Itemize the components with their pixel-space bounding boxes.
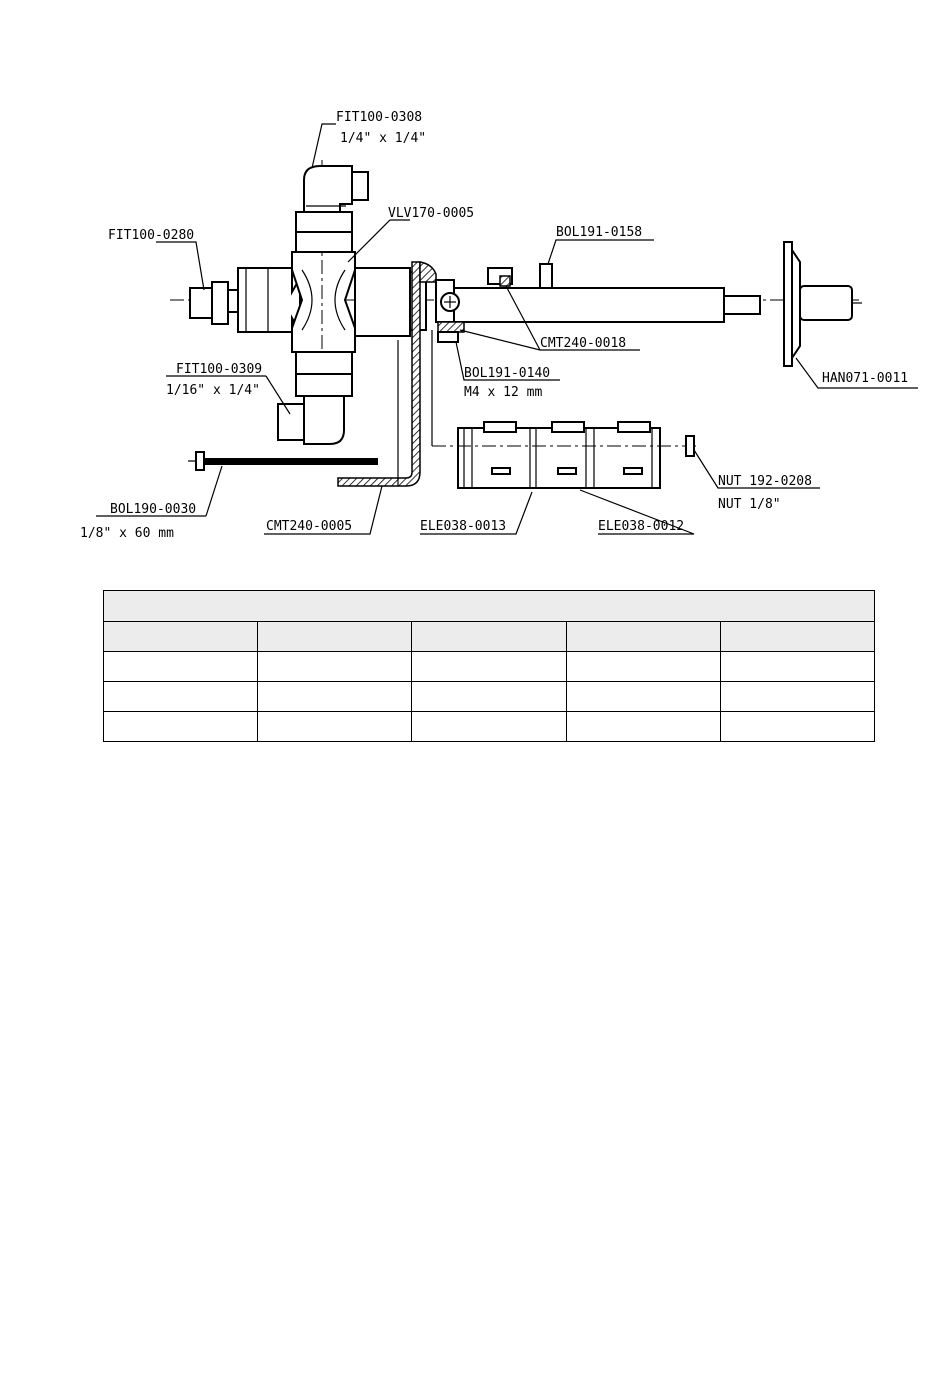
rod-bol190-0030 — [188, 452, 378, 470]
table-cell — [104, 652, 258, 682]
electrode-shaft — [436, 264, 760, 342]
label-fit100-0280: FIT100-0280 — [108, 228, 195, 243]
table-cell — [104, 712, 258, 742]
table-cell — [720, 682, 874, 712]
fitting-fit100-0309 — [278, 352, 352, 444]
table-cell — [258, 622, 412, 652]
label-bol191-0140: BOL191-0140 — [464, 366, 551, 381]
label-nut-192-0208: NUT 192-0208 — [718, 474, 812, 489]
label-fit100-0308-size: 1/4" x 1/4" — [340, 131, 427, 146]
label-fit100-0309-size: 1/16" x 1/4" — [166, 383, 260, 398]
table-row — [104, 712, 875, 742]
label-bol191-0140-size: M4 x 12 mm — [464, 385, 543, 400]
table-row — [104, 682, 875, 712]
label-bol191-0158: BOL191-0158 — [556, 225, 643, 240]
fitting-fit100-0280 — [190, 282, 240, 324]
table-cell — [720, 712, 874, 742]
label-han071-0011: HAN071-0011 — [822, 371, 909, 386]
table-row — [104, 652, 875, 682]
fitting-fit100-0308 — [296, 166, 368, 252]
parts-table — [103, 590, 875, 742]
label-cmt240-0005: CMT240-0005 — [266, 519, 353, 534]
table-cell — [566, 652, 720, 682]
table-cell — [104, 682, 258, 712]
table-cell — [258, 652, 412, 682]
table-title-row — [104, 591, 875, 622]
table-cell — [566, 712, 720, 742]
table-cell — [566, 682, 720, 712]
table-title — [104, 591, 875, 622]
table-cell — [720, 622, 874, 652]
label-bol190-0030: BOL190-0030 — [110, 502, 197, 517]
table-cell — [720, 652, 874, 682]
table-cell — [412, 712, 566, 742]
label-bol190-0030-size: 1/8" x 60 mm — [80, 526, 174, 541]
handle-han071-0011 — [784, 242, 862, 366]
label-fit100-0309: FIT100-0309 — [176, 362, 263, 377]
label-vlv170-0005: VLV170-0005 — [388, 206, 475, 221]
label-ele038-0012: ELE038-0012 — [598, 519, 685, 534]
table-cell — [258, 682, 412, 712]
label-ele038-0013: ELE038-0013 — [420, 519, 507, 534]
assembly-drawing — [0, 0, 950, 590]
table-cell — [412, 682, 566, 712]
electrode-blocks — [432, 330, 700, 488]
table-header-row — [104, 622, 875, 652]
table-cell — [104, 622, 258, 652]
label-nut-size: NUT 1/8" — [718, 497, 781, 512]
table-cell — [566, 622, 720, 652]
table-cell — [412, 652, 566, 682]
label-cmt240-0018: CMT240-0018 — [540, 336, 627, 351]
table-cell — [258, 712, 412, 742]
table-cell — [412, 622, 566, 652]
label-fit100-0308: FIT100-0308 — [336, 110, 423, 125]
